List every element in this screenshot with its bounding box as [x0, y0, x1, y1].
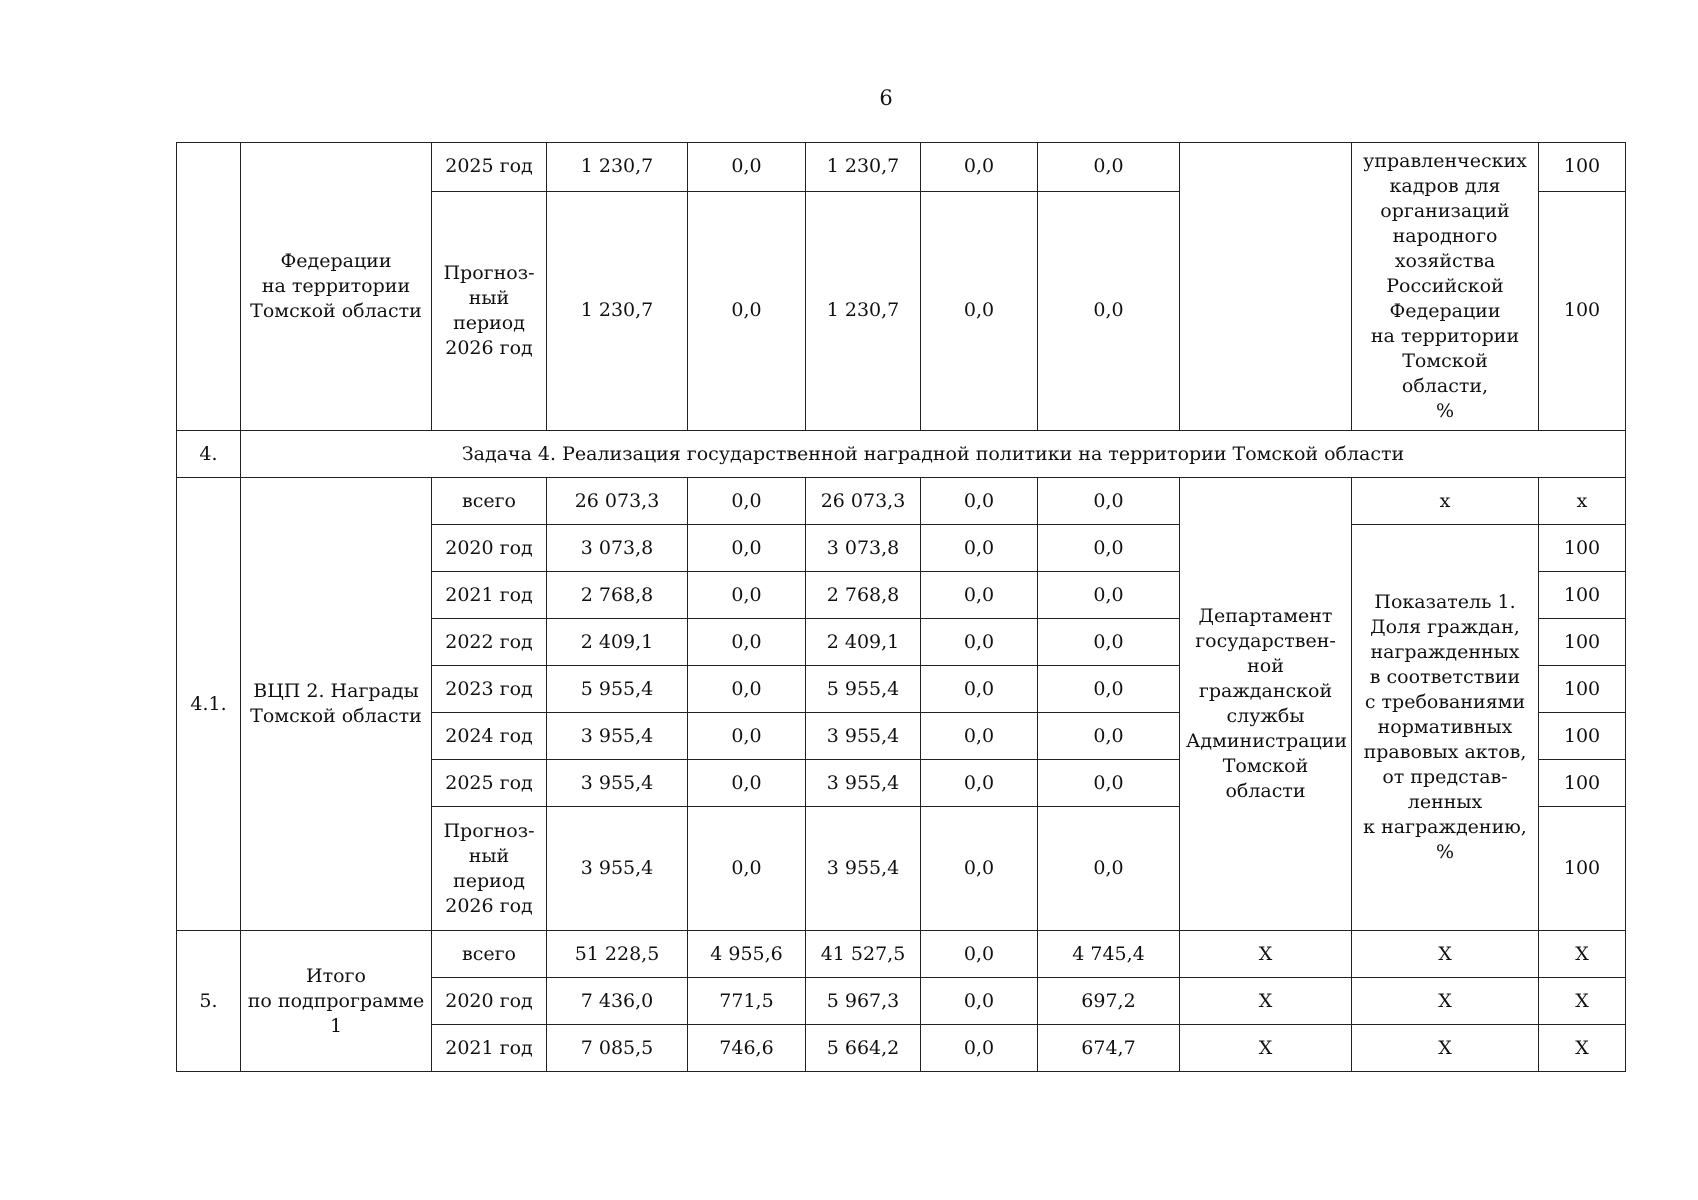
value-cell: 3 955,4 [547, 760, 688, 807]
value-cell: 0,0 [1038, 760, 1180, 807]
value-cell: 0,0 [921, 666, 1038, 713]
measure-name-cell: Итого по подпрограмме 1 [241, 931, 432, 1072]
indicator-value-cell: X [1539, 1025, 1626, 1072]
value-cell: 0,0 [921, 572, 1038, 619]
measure-name-cell: Федерации на территории Томской области [241, 143, 432, 431]
executor-cell: Департамент государствен- ной гражданской службы Администрации Томской области [1180, 478, 1352, 931]
value-cell: 26 073,3 [547, 478, 688, 525]
executor-cell: X [1180, 978, 1352, 1025]
value-cell: 3 955,4 [806, 760, 921, 807]
value-cell: 2 409,1 [547, 619, 688, 666]
indicator-value-cell: х [1539, 478, 1626, 525]
value-cell: 2 768,8 [547, 572, 688, 619]
value-cell: 5 664,2 [806, 1025, 921, 1072]
value-cell: 0,0 [688, 807, 806, 931]
value-cell: 2 409,1 [806, 619, 921, 666]
value-cell: 3 955,4 [547, 807, 688, 931]
value-cell: 41 527,5 [806, 931, 921, 978]
indicator-value-cell: 100 [1539, 525, 1626, 572]
indicator-value-cell: X [1539, 978, 1626, 1025]
page-number: 6 [879, 86, 893, 110]
task-row [177, 431, 1626, 478]
value-cell: 0,0 [688, 143, 806, 192]
value-cell: 0,0 [688, 572, 806, 619]
indicator-cell: X [1352, 978, 1539, 1025]
value-cell: 26 073,3 [806, 478, 921, 525]
value-cell: 0,0 [688, 760, 806, 807]
value-cell: 0,0 [1038, 478, 1180, 525]
executor-cell: X [1180, 931, 1352, 978]
value-cell: 3 073,8 [806, 525, 921, 572]
value-cell: 0,0 [921, 931, 1038, 978]
value-cell: 0,0 [921, 760, 1038, 807]
year-cell: 2024 год [432, 713, 547, 760]
table-row [177, 143, 1626, 192]
value-cell: 0,0 [921, 807, 1038, 931]
measure-name-cell: ВЦП 2. Награды Томской области [241, 478, 432, 931]
value-cell: 0,0 [688, 191, 806, 430]
year-cell: 2020 год [432, 525, 547, 572]
value-cell: 7 085,5 [547, 1025, 688, 1072]
value-cell: 771,5 [688, 978, 806, 1025]
value-cell: 5 955,4 [806, 666, 921, 713]
indicator-value-cell: 100 [1539, 666, 1626, 713]
indicator-value-cell: 100 [1539, 760, 1626, 807]
table-row [177, 478, 1626, 525]
value-cell: 0,0 [1038, 807, 1180, 931]
value-cell: 0,0 [688, 619, 806, 666]
indicator-value-cell: X [1539, 931, 1626, 978]
value-cell: 0,0 [921, 191, 1038, 430]
task-title-cell: Задача 4. Реализация государственной наградной политики на территории Томской области [241, 431, 1626, 478]
value-cell: 7 436,0 [547, 978, 688, 1025]
value-cell: 0,0 [921, 619, 1038, 666]
value-cell: 0,0 [688, 525, 806, 572]
indicator-cell: управленческих кадров для организаций народного хозяйства Российской Федерации на территории Томской области, % [1352, 143, 1539, 431]
value-cell: 4 745,4 [1038, 931, 1180, 978]
value-cell: 0,0 [688, 713, 806, 760]
indicator-cell: X [1352, 931, 1539, 978]
value-cell: 5 955,4 [547, 666, 688, 713]
year-cell: 2020 год [432, 978, 547, 1025]
value-cell: 0,0 [1038, 191, 1180, 430]
indicator-value-cell: 100 [1539, 143, 1626, 192]
indicator-value-cell: 100 [1539, 713, 1626, 760]
value-cell: 0,0 [921, 713, 1038, 760]
executor-cell: X [1180, 1025, 1352, 1072]
value-cell: 3 073,8 [547, 525, 688, 572]
year-cell: 2021 год [432, 1025, 547, 1072]
value-cell: 0,0 [921, 143, 1038, 192]
year-cell: всего [432, 478, 547, 525]
year-cell: 2025 год [432, 143, 547, 192]
value-cell: 0,0 [921, 1025, 1038, 1072]
value-cell: 0,0 [688, 478, 806, 525]
year-cell: Прогноз- ный период 2026 год [432, 191, 547, 430]
value-cell: 5 967,3 [806, 978, 921, 1025]
row-number-cell: 5. [177, 931, 241, 1072]
value-cell: 0,0 [1038, 619, 1180, 666]
value-cell: 674,7 [1038, 1025, 1180, 1072]
year-cell: 2023 год [432, 666, 547, 713]
value-cell: 1 230,7 [547, 143, 688, 192]
executor-cell [1180, 143, 1352, 431]
year-cell: 2025 год [432, 760, 547, 807]
value-cell: 51 228,5 [547, 931, 688, 978]
value-cell: 697,2 [1038, 978, 1180, 1025]
table-row [177, 931, 1626, 978]
row-number-cell [177, 143, 241, 431]
indicator-value-cell: 100 [1539, 191, 1626, 430]
indicator-cell: X [1352, 1025, 1539, 1072]
row-number-cell: 4. [177, 431, 241, 478]
value-cell: 1 230,7 [806, 191, 921, 430]
row-number-cell: 4.1. [177, 478, 241, 931]
value-cell: 1 230,7 [547, 191, 688, 430]
value-cell: 0,0 [1038, 666, 1180, 713]
year-cell: всего [432, 931, 547, 978]
value-cell: 0,0 [688, 666, 806, 713]
value-cell: 0,0 [921, 978, 1038, 1025]
year-cell: 2021 год [432, 572, 547, 619]
year-cell: Прогноз- ный период 2026 год [432, 807, 547, 931]
year-cell: 2022 год [432, 619, 547, 666]
indicator-cell: х [1352, 478, 1539, 525]
value-cell: 746,6 [688, 1025, 806, 1072]
value-cell: 3 955,4 [547, 713, 688, 760]
value-cell: 3 955,4 [806, 807, 921, 931]
value-cell: 0,0 [1038, 525, 1180, 572]
program-table [176, 142, 1626, 1072]
value-cell: 0,0 [921, 478, 1038, 525]
indicator-value-cell: 100 [1539, 572, 1626, 619]
indicator-value-cell: 100 [1539, 619, 1626, 666]
value-cell: 0,0 [921, 525, 1038, 572]
value-cell: 4 955,6 [688, 931, 806, 978]
indicator-cell: Показатель 1. Доля граждан, награжденных в соответствии с требованиями нормативных правовых актов, от представ- ленных к награждению, % [1352, 525, 1539, 931]
value-cell: 1 230,7 [806, 143, 921, 192]
value-cell: 3 955,4 [806, 713, 921, 760]
value-cell: 2 768,8 [806, 572, 921, 619]
value-cell: 0,0 [1038, 713, 1180, 760]
value-cell: 0,0 [1038, 572, 1180, 619]
value-cell: 0,0 [1038, 143, 1180, 192]
indicator-value-cell: 100 [1539, 807, 1626, 931]
